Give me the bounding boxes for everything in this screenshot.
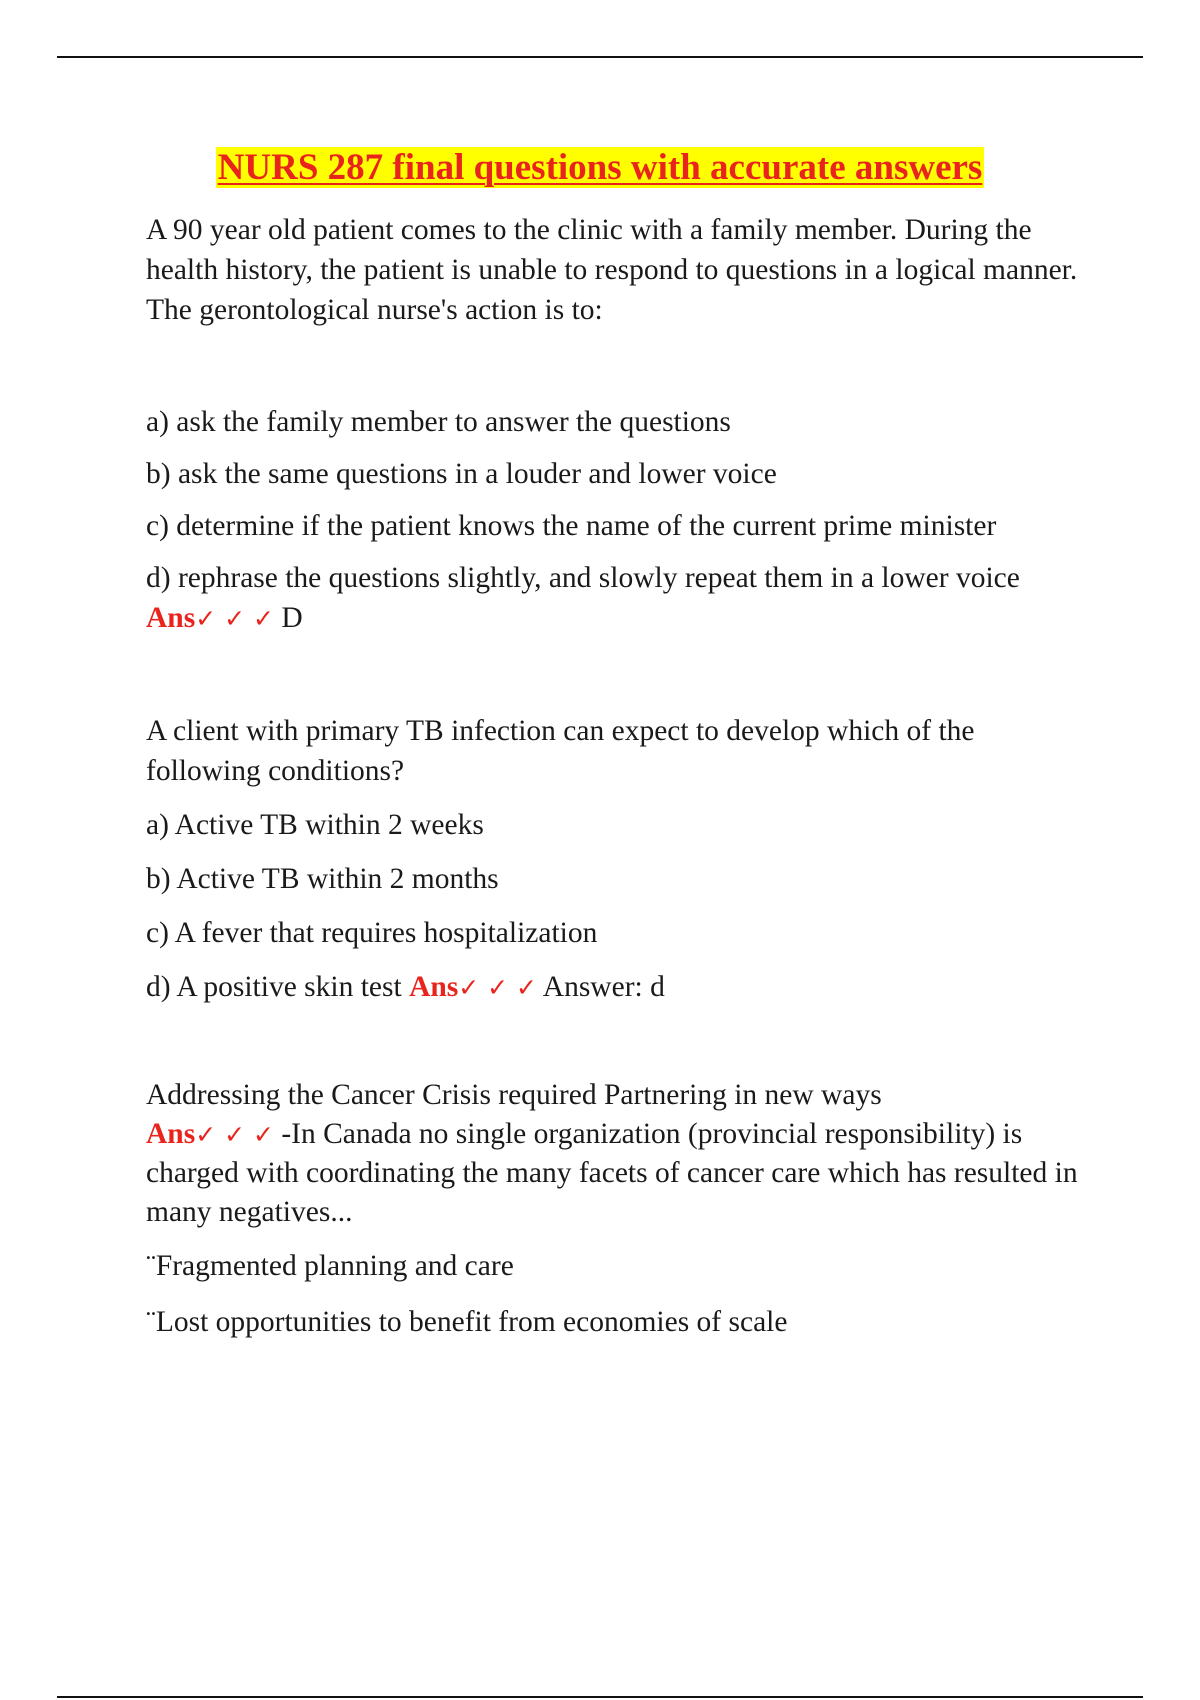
- q1-ans-label: Ans: [146, 602, 196, 634]
- q3-answer: -In Canada no single organization (provincial responsibility) is charged with coordinating the many facets of cancer care which has resulted in many negatives...: [146, 1118, 1078, 1228]
- page-title: [0, 146, 1200, 190]
- page-title-text: NURS 287 final questions with accurate answers: [217, 147, 983, 188]
- q2-option-b: b) Active TB within 2 months: [146, 863, 499, 895]
- q2-stem: A client with primary TB infection can expect to develop which of the following conditions?: [146, 715, 975, 787]
- q2-option-c: c) A fever that requires hospitalization: [146, 917, 598, 949]
- q2-option-d: [146, 967, 1086, 1008]
- q1-option-b: b) ask the same questions in a louder and lower voice: [146, 458, 777, 490]
- q3-block: [146, 1076, 1086, 1232]
- q1-answer: D: [281, 602, 303, 634]
- q3-stem: Addressing the Cancer Crisis required Partnering in new ways: [146, 1079, 882, 1111]
- q3-bullet-1: ¨Fragmented planning and care: [146, 1250, 514, 1282]
- q3-bullet-2: ¨Lost opportunities to benefit from economies of scale: [146, 1306, 788, 1338]
- document-body: [146, 210, 1086, 1358]
- q1-stem: A 90 year old patient comes to the clinic with a family member. During the health history, the patient is unable to respond to questions in a logical manner. The gerontological nurse's action is to:: [146, 214, 1078, 326]
- q1-q2-spacer: [146, 655, 1086, 691]
- q1-check-icons: ✓ ✓ ✓: [195, 604, 274, 633]
- q1-option-c: c) determine if the patient knows the name of the current prime minister: [146, 510, 997, 542]
- q2-option-a: a) Active TB within 2 weeks: [146, 809, 484, 841]
- q3-check-icons: ✓ ✓ ✓: [195, 1120, 274, 1149]
- footer-rule: [57, 1696, 1143, 1698]
- q2-ans-label: Ans: [409, 971, 459, 1003]
- q3-ans-label: Ans: [146, 1118, 196, 1150]
- q2-answer: Answer: d: [542, 971, 665, 1003]
- q1-option-a: a) ask the family member to answer the questions: [146, 406, 731, 438]
- q2-check-icons: ✓ ✓ ✓: [458, 973, 538, 1002]
- q2-q3-spacer: [146, 1024, 1086, 1060]
- q1-option-d-text: d) rephrase the questions slightly, and slowly repeat them in a lower voice: [146, 562, 1020, 594]
- q1-option-d: [146, 558, 1086, 639]
- q2-option-d-text: d) A positive skin test: [146, 971, 402, 1003]
- q1-spacer: [146, 346, 1086, 382]
- header-rule: [57, 56, 1143, 58]
